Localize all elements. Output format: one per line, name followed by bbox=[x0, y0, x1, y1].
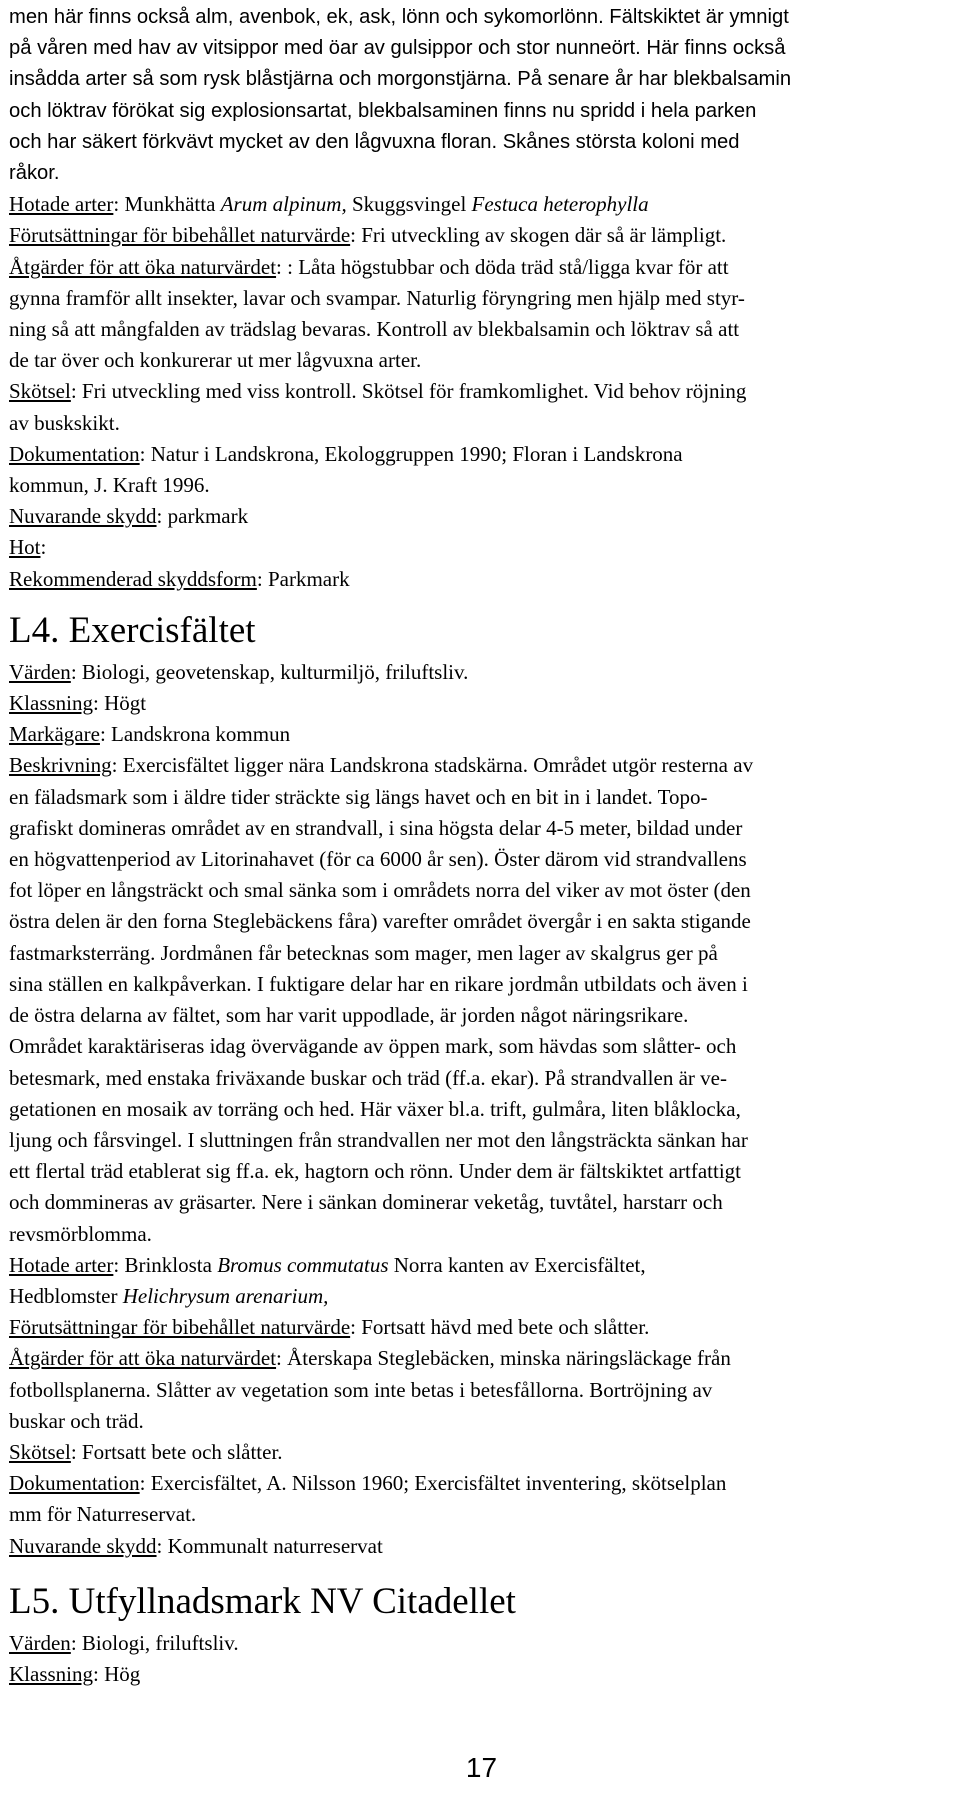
values: Värden: Biologi, friluftsliv. bbox=[9, 1630, 239, 1655]
field-label: Markägare bbox=[9, 722, 100, 747]
field-label: Dokumentation bbox=[9, 441, 140, 466]
text-line: och dommineras av gräsarter. Nere i sänkan dominerar veketåg, tuvtåtel, harstarr och bbox=[9, 1190, 723, 1215]
document-page bbox=[9, 2, 954, 1792]
text-line: råkor. bbox=[9, 162, 60, 185]
threats: Hot: bbox=[9, 535, 47, 560]
text-line: mm för Naturreservat. bbox=[9, 1502, 197, 1527]
text-line: av buskskikt. bbox=[9, 410, 120, 435]
species-latin: Festuca heterophylla bbox=[471, 192, 649, 217]
field-label: Hot bbox=[9, 535, 41, 560]
maintenance: Skötsel: Fri utveckling med viss kontroll. Skötsel för framkomlighet. Vid behov röjning av buskskikt. bbox=[9, 376, 954, 438]
current-protection: Nuvarande skydd: Kommunalt naturreservat bbox=[9, 1533, 383, 1558]
classification: Klassning: Hög bbox=[9, 1661, 141, 1686]
text-line: de östra delarna av fältet, som har varit uppodlade, är jorden något näringsrikare. bbox=[9, 1003, 689, 1028]
page-number: 17 bbox=[465, 1752, 498, 1783]
threatened-species: Hotade arter: Brinklosta Bromus commutatus Norra kanten av Exercisfältet, Hedblomster Helichrysum arenarium, bbox=[9, 1252, 646, 1308]
measures: Åtgärder för att öka naturvärdet: Återskapa Steglebäcken, minska näringsläckage från fotbollsplanerna. Slåtter av vegetation som inte betas i betesfållorna. Bortröjning av buskar och träd. bbox=[9, 1343, 954, 1437]
measures: Åtgärder för att öka naturvärdet: : Låta högstubbar och döda träd stå/ligga kvar för att gynna framför allt insekter, lavar och svampar. Naturlig föryngring men hjälp med styr- ning så att mångfalden av trädslag bevaras. Kontroll av blekbalsamin och löktrav så att de tar över och konkurerar ut mer lågvuxna arter. bbox=[9, 252, 954, 377]
text-line: gynna framför allt insekter, lavar och svampar. Naturlig föryngring men hjälp med styr- bbox=[9, 285, 745, 310]
preconditions: Förutsättningar för bibehållet naturvärde: Fri utveckling av skogen där så är lämpligt. bbox=[9, 223, 727, 248]
text-line: på våren med hav av vitsippor med öar av gulsippor och stor nunneört. Här finns också bbox=[9, 37, 786, 60]
field-label: Förutsättningar för bibehållet naturvärde bbox=[9, 223, 351, 248]
text-line: betesmark, med enstaka friväxande buskar och träd (ff.a. ekar). På strandvallen är ve- bbox=[9, 1065, 727, 1090]
preconditions: Förutsättningar för bibehållet naturvärde: Fortsatt hävd med bete och slåtter. bbox=[9, 1315, 650, 1340]
text-line: och har säkert förkvävt mycket av den lågvuxna floran. Skånes största koloni med bbox=[9, 130, 740, 153]
recommended-protection: Rekommenderad skyddsform: Parkmark bbox=[9, 566, 350, 591]
text-line: fastmarksterräng. Jordmånen får betecknas som mager, men lager av skalgrus ger på bbox=[9, 940, 718, 965]
field-label: Värden bbox=[9, 1630, 71, 1655]
text-line: grafiskt domineras området av en strandvall, i sina högsta delar 4-5 meter, bildad under bbox=[9, 815, 743, 840]
text-line: Området karaktäriseras idag övervägande av öppen mark, som hävdas som slåtter- och bbox=[9, 1034, 737, 1059]
text-line: östra delen är den forna Steglebäckens fåra) varefter området övergår i en sakta stigande bbox=[9, 909, 751, 934]
text-line: men här finns också alm, avenbok, ek, ask, lönn och sykomorlönn. Fältskiktet är ymnigt bbox=[9, 6, 789, 28]
text-line: insådda arter så som rysk blåstjärna och morgonstjärna. På senare år har blekbalsamin bbox=[9, 68, 792, 91]
field-label: Nuvarande skydd bbox=[9, 504, 157, 529]
section-heading-l5: L5. Utfyllnadsmark NV Citadellet bbox=[9, 1580, 516, 1622]
field-label: Nuvarande skydd bbox=[9, 1533, 157, 1558]
text-line: fotbollsplanerna. Slåtter av vegetation som inte betas i betesfållorna. Bortröjning av bbox=[9, 1377, 713, 1402]
field-label: Skötsel bbox=[9, 379, 71, 404]
text-line: en högvattenperiod av Litorinahavet (för ca 6000 år sen). Öster därom vid strandvallens bbox=[9, 847, 747, 872]
field-label: Värden bbox=[9, 659, 71, 684]
field-label: Förutsättningar för bibehållet naturvärde bbox=[9, 1315, 351, 1340]
field-label: Dokumentation bbox=[9, 1471, 140, 1496]
field-label: Hotade arter bbox=[9, 1252, 114, 1277]
text-line: ning så att mångfalden av trädslag bevaras. Kontroll av blekbalsamin och löktrav så att bbox=[9, 317, 740, 342]
text-line: en fäladsmark som i äldre tider sträckte sig längs havet och en bit in i landet. Topo- bbox=[9, 784, 708, 809]
description: Beskrivning: Exercisfältet ligger nära Landskrona stadskärna. Området utgör resterna av en fäladsmark som i äldre tider sträckte sig längs havet och en bit in i landet. Topo- grafiskt domineras området av en strandvall, i sina högsta delar 4-5 meter, bildad under en högvattenperiod av Litorinahavet (för ca 6000 år sen). Öster därom vid strandvallens fot löper en långsträckt och smal sänka som i områdets norra del viker av mot öster (den östra delen är den forna Steglebäckens fåra) varefter området övergår i en sakta stigande fastmarksterräng. Jordmånen får betecknas som mager, men lager av skalgrus ger på sina ställen en kalkpåverkan. I fuktigare delar har en rikare jordmån utbildats och även i de östra delarna av fältet, som har varit uppodlade, är jorden något näringsrikare. Området karaktäriseras idag övervägande av öppen mark, som hävdas som slåtter- och betesmark, med enstaka friväxande buskar och träd (ff.a. ekar). På strandvallen är ve- getationen en mosaik av torräng och hed. Här växer bl.a. trift, gulmåra, liten blåklocka, ljung och fårsvingel. I sluttningen från strandvallen ner mot den långsträckta sänkan har ett flertal träd etablerat sig ff.a. ek, hagtorn och rönn. Under dem är fältskiktet artfattigt och dommineras av gräsarter. Nere i sänkan dominerar veketåg, tuvtåtel, harstarr och revsmörblomma. bbox=[9, 750, 954, 1249]
species-latin: Helichrysum arenarium, bbox=[122, 1283, 329, 1308]
text-line: buskar och träd. bbox=[9, 1408, 144, 1433]
text-line: revsmörblomma. bbox=[9, 1221, 152, 1246]
values: Värden: Biologi, geovetenskap, kulturmiljö, friluftsliv. bbox=[9, 659, 469, 684]
documentation: Dokumentation: Natur i Landskrona, Ekologgruppen 1990; Floran i Landskrona kommun, J. Kraft 1996. bbox=[9, 439, 954, 501]
field-label: Klassning bbox=[9, 1661, 93, 1686]
threatened-species: Hotade arter: Munkhätta Arum alpinum, Skuggsvingel Festuca heterophylla bbox=[9, 192, 649, 217]
current-protection: Nuvarande skydd: parkmark bbox=[9, 504, 249, 529]
maintenance: Skötsel: Fortsatt bete och slåtter. bbox=[9, 1439, 283, 1464]
intro-paragraph bbox=[9, 2, 954, 189]
field-label: Beskrivning bbox=[9, 753, 112, 778]
field-label: Åtgärder för att öka naturvärdet bbox=[9, 254, 277, 279]
text-line: ett flertal träd etablerat sig ff.a. ek, hagtorn och rönn. Under dem är fältskiktet artfattigt bbox=[9, 1159, 741, 1184]
text-line: fot löper en långsträckt och smal sänka som i områdets norra del viker av mot öster (den bbox=[9, 878, 751, 903]
text-line: getationen en mosaik av torräng och hed. Här växer bl.a. trift, gulmåra, liten blåklocka, bbox=[9, 1096, 741, 1121]
documentation: Dokumentation: Exercisfältet, A. Nilsson 1960; Exercisfältet inventering, skötselplan mm för Naturreservat. bbox=[9, 1468, 954, 1530]
text-line: ljung och fårsvingel. I sluttningen från strandvallen ner mot den långsträckta sänkan har bbox=[9, 1127, 748, 1152]
field-label: Hotade arter bbox=[9, 192, 114, 217]
field-label: Klassning bbox=[9, 691, 93, 716]
field-label: Åtgärder för att öka naturvärdet bbox=[9, 1346, 277, 1371]
text-line: kommun, J. Kraft 1996. bbox=[9, 473, 210, 498]
text-line: de tar över och konkurerar ut mer lågvuxna arter. bbox=[9, 348, 422, 373]
text-line: och löktrav förökat sig explosionsartat, blekbalsaminen finns nu spridd i hela parken bbox=[9, 99, 757, 122]
species-latin: Arum alpinum, bbox=[220, 192, 347, 217]
species-latin: Bromus commutatus bbox=[217, 1252, 389, 1277]
landowner: Markägare: Landskrona kommun bbox=[9, 722, 291, 747]
section-heading-l4: L4. Exercisfältet bbox=[9, 609, 256, 651]
text-line: sina ställen en kalkpåverkan. I fuktigare delar har en rikare jordmån utbildats och även i bbox=[9, 971, 748, 996]
field-label: Rekommenderad skyddsform bbox=[9, 566, 257, 591]
classification: Klassning: Högt bbox=[9, 691, 147, 716]
field-label: Skötsel bbox=[9, 1439, 71, 1464]
